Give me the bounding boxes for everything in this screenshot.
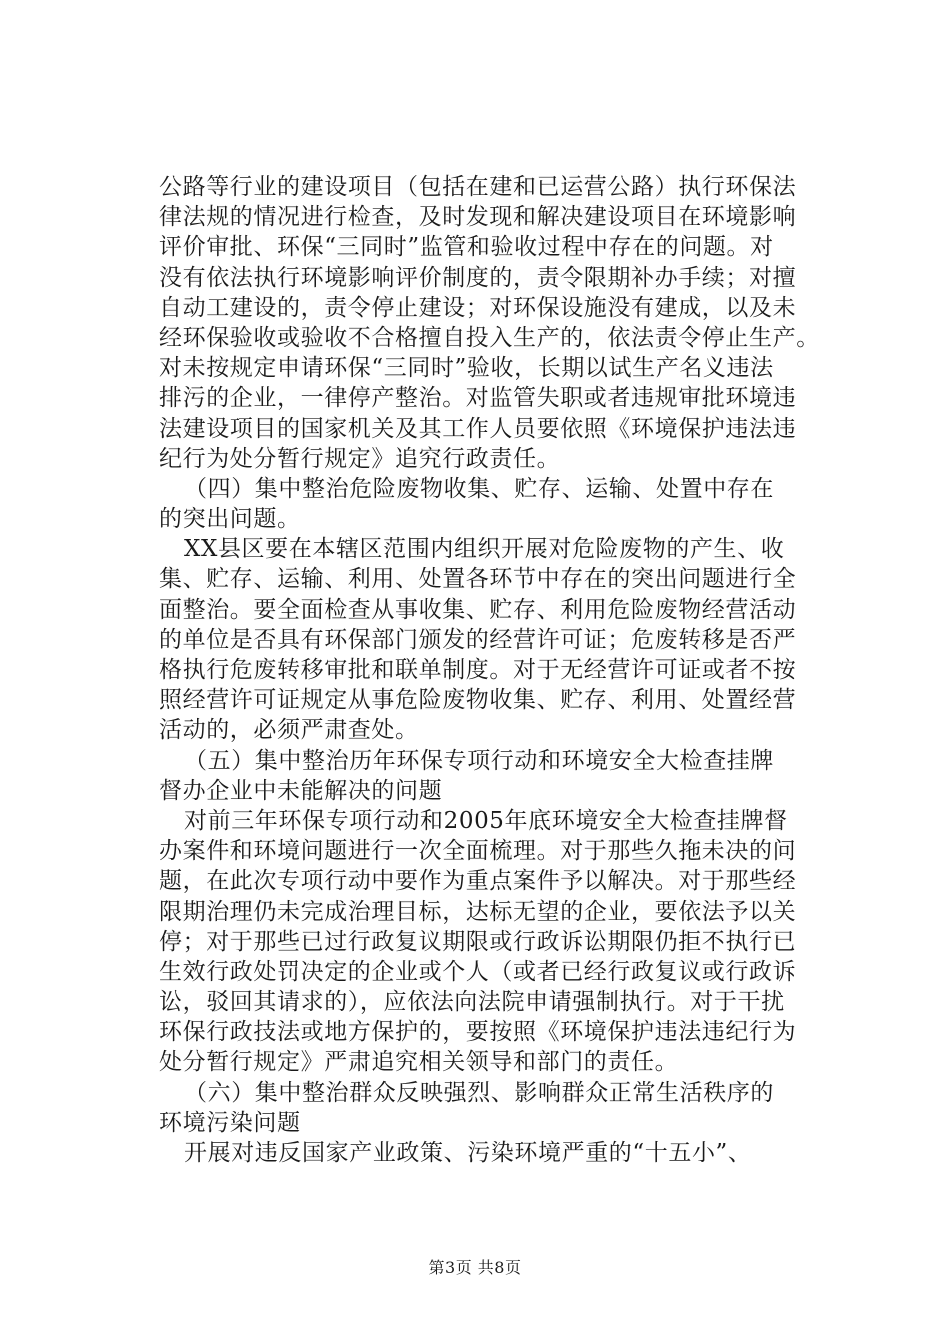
page-footer: 第3页 共8页 bbox=[428, 1258, 522, 1277]
text-line: XX县区要在本辖区范围内组织开展对危险废物的产生、收 bbox=[184, 536, 785, 563]
text-line: 生效行政处罚决定的企业或个人（或者已经行政复议或行政诉 bbox=[159, 958, 797, 985]
text-line: 停；对于那些已过行政复议期限或行政诉讼期限仍拒不执行已 bbox=[159, 928, 797, 955]
text-line: 自动工建设的，责令停止建设；对环保设施没有建成，以及未 bbox=[159, 294, 797, 321]
text-line: 照经营许可证规定从事危险废物收集、贮存、利用、处置经营 bbox=[159, 687, 797, 714]
text-line: 经环保验收或验收不合格擅自投入生产的，依法责令停止生产。 bbox=[159, 324, 820, 351]
text-line: 面整治。要全面检查从事收集、贮存、利用危险废物经营活动 bbox=[159, 596, 797, 623]
section-heading-4-cont: 的突出问题。 bbox=[159, 506, 301, 533]
section-heading-6-cont: 环境污染问题 bbox=[159, 1109, 301, 1136]
text-line: 排污的企业，一律停产整治。对监管失职或者违规审批环境违 bbox=[159, 385, 797, 412]
text-line: 公路等行业的建设项目（包括在建和已运营公路）执行环保法 bbox=[159, 174, 797, 200]
text-line: 法建设项目的国家机关及其工作人员要依照《环境保护违法违 bbox=[159, 415, 797, 442]
text-line: 律法规的情况进行检查，及时发现和解决建设项目在环境影响 bbox=[159, 204, 797, 231]
text-line: 格执行危废转移审批和联单制度。对于无经营许可证或者不按 bbox=[159, 657, 797, 683]
text-line: 办案件和环境问题进行一次全面梳理。对于那些久拖未决的问 bbox=[159, 838, 797, 865]
text-line: 讼，驳回其请求的），应依法向法院申请强制执行。对于干扰 bbox=[159, 989, 785, 1016]
text-line: 处分暂行规定》严肃追究相关领导和部门的责任。 bbox=[159, 1049, 679, 1076]
text-line: 集、贮存、运输、利用、处置各环节中存在的突出问题进行全 bbox=[159, 566, 797, 593]
text-line: 题，在此次专项行动中要作为重点案件予以解决。对于那些经 bbox=[159, 868, 797, 895]
section-heading-6: （六）集中整治群众反映强烈、影响群众正常生活秩序的 bbox=[184, 1079, 774, 1106]
text-line: 活动的，必须严肃查处。 bbox=[159, 717, 419, 744]
text-line: 环保行政技法或地方保护的，要按照《环境保护违法违纪行为 bbox=[159, 1019, 797, 1046]
text-line: 开展对违反国家产业政策、污染环境严重的“十五小”、 bbox=[184, 1140, 752, 1166]
text-line: 评价审批、环保“三同时”监管和验收过程中存在的问题。对 bbox=[159, 234, 774, 261]
text-line: 纪行为处分暂行规定》追究行政责任。 bbox=[159, 445, 561, 472]
text-line: 的单位是否具有环保部门颁发的经营许可证；危废转移是否严 bbox=[159, 626, 797, 653]
text-line: 对未按规定申请环保“三同时”验收，长期以试生产名义违法 bbox=[159, 355, 774, 382]
section-heading-5: （五）集中整治历年环保专项行动和环境安全大检查挂牌 bbox=[184, 747, 774, 774]
document-body bbox=[159, 172, 835, 1168]
text-line: 没有依法执行环境影响评价制度的，责令限期补办手续；对擅 bbox=[159, 264, 797, 291]
text-line: 对前三年环保专项行动和2005年底环境安全大检查挂牌督 bbox=[184, 807, 788, 834]
section-heading-5-cont: 督办企业中未能解决的问题 bbox=[159, 777, 443, 804]
section-heading-4: （四）集中整治危险废物收集、贮存、运输、处置中存在 bbox=[184, 475, 774, 502]
text-line: 限期治理仍未完成治理目标，达标无望的企业，要依法予以关 bbox=[159, 898, 797, 925]
